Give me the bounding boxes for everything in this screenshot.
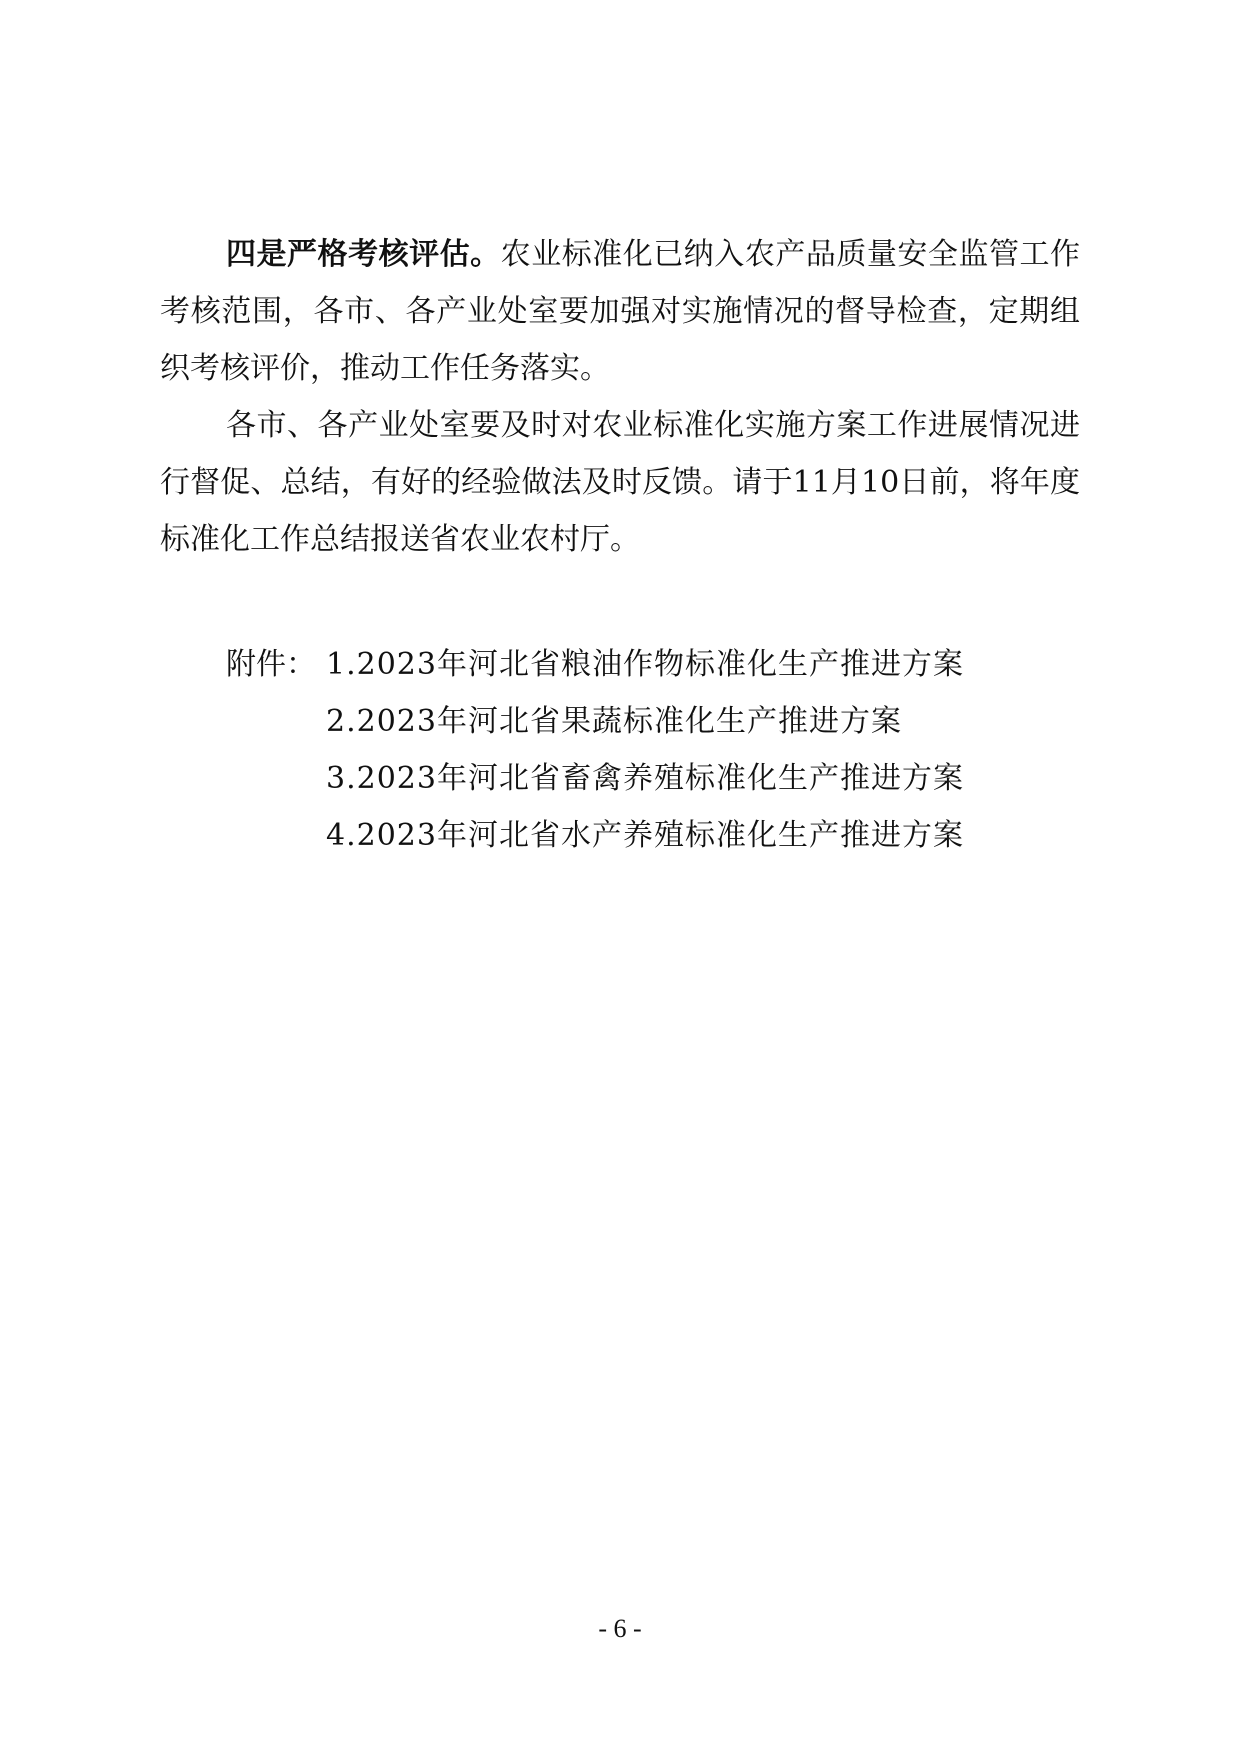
attachments-label: 附件： [226,647,316,682]
paragraph-assessment [160,226,1080,397]
paragraph-body-text: 农业标准化已纳入农产品质量安全监管工作考核范围，各市、各产业处室要加强对实施情况的督导检查，定期组织考核评价，推动工作任务落实。 [160,237,1081,386]
attachment-item-2: 2.2023年河北省果蔬标准化生产推进方案 [326,704,902,739]
page-number: - 6 - [598,1614,642,1643]
attachment-item-3: 3.2023年河北省畜禽养殖标准化生产推进方案 [326,761,964,796]
attachment-item-4: 4.2023年河北省水产养殖标准化生产推进方案 [326,818,964,853]
attachment-item-1: 1.2023年河北省粮油作物标准化生产推进方案 [326,647,964,682]
paragraph-summary-request [160,397,1080,568]
paragraph-lead-heading: 四是严格考核评估。 [226,237,501,272]
paragraph-body-text: 各市、各产业处室要及时对农业标准化实施方案工作进展情况进行督促、总结，有好的经验做法及时反馈。请于11月10日前，将年度标准化工作总结报送省农业农村厅。 [160,408,1080,557]
